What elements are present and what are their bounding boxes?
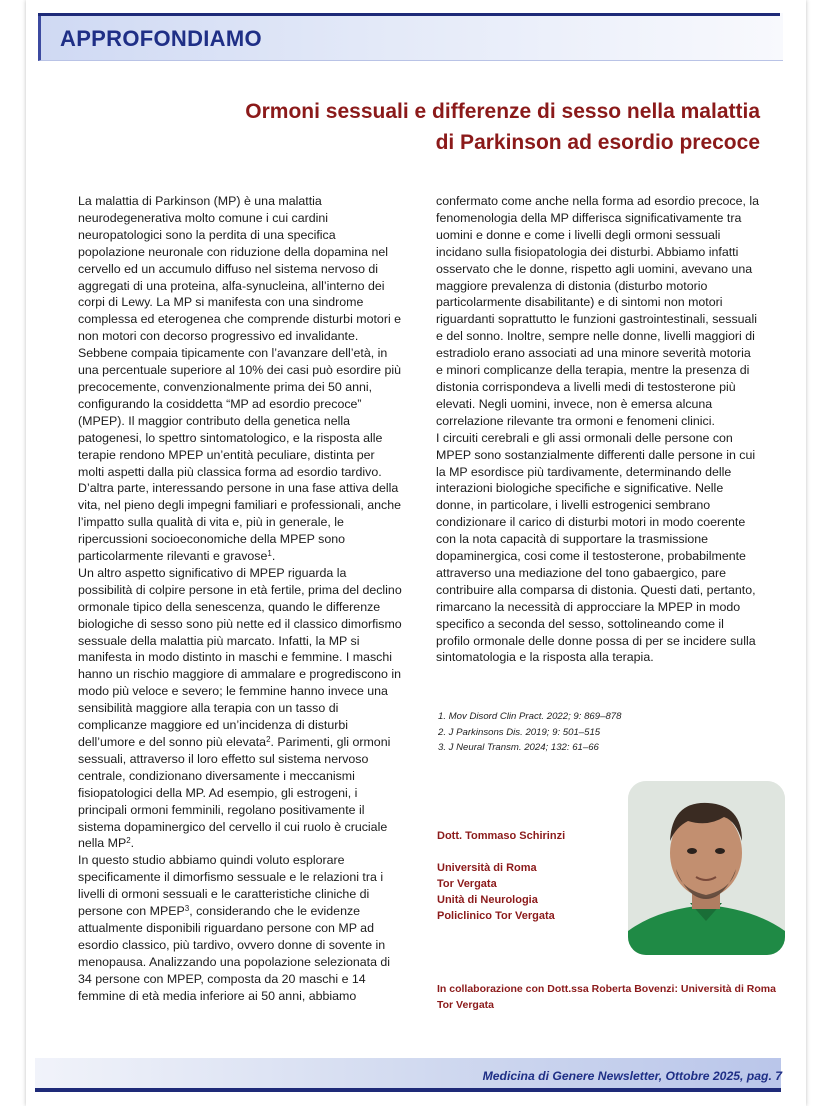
author-name: Dott. Tommaso Schirinzi — [437, 830, 566, 842]
article-title — [200, 96, 760, 158]
paragraph-text: In questo studio abbiamo quindi voluto esplorare specificamente il dimorfismo sessuale e le relazioni tra i livelli di ormoni sessuali e le caratteristiche cliniche di persone con MPEP — [78, 853, 384, 919]
paragraph-text: . Parimenti, gli ormoni sessuali, attraverso il loro effetto sul sistema nervoso centrale, condizionano diversamente i meccanismi fisiopatologici della MP. Ad esempio, gli estrogeni, i principali ormoni femminili, regolano positivamente il sistema dopaminergico del cervello il cui ruolo è cruciale nella MP — [78, 735, 391, 851]
citation-ref: 2 — [126, 836, 131, 846]
paragraph-text: Un altro aspetto significativo di MPEP riguarda la possibilità di colpire persone in età fertile, prima del declino ormonale tipico della senescenza, quando le differenze biologiche di sesso sono più nette ed il classico dimorfismo sessuale della malattia più marcato. Infatti, la MP si manifesta in modo distinto in maschi e femmine. I maschi hanno un rischio maggiore di ammalare e progrediscono in modo più veloce e severo; le femmine hanno invece una sensibilità maggiore alla terapia con un tasso di complicanze maggiore ed un’incidenza di disturbi dell’umore e del sonno più elevata — [78, 565, 402, 749]
right-column — [436, 193, 761, 666]
references-list — [438, 709, 621, 756]
author-block — [437, 828, 565, 924]
citation-ref: 1 — [267, 549, 272, 559]
reference-item: 3. J Neural Transm. 2024; 132: 61–66 — [438, 742, 599, 753]
author-affiliation: Policlinico Tor Vergata — [437, 910, 555, 922]
collaboration-note: In collaborazione con Dott.ssa Roberta Bovenzi: Università di Roma Tor Vergata — [437, 983, 776, 1011]
header-strip — [38, 13, 780, 16]
author-affiliation: Unità di Neurologia — [437, 894, 538, 906]
paragraph: I circuiti cerebrali e gli assi ormonali delle persone con MPEP sono sostanzialmente differenti dalle persone in cui la MP esordisce più tardivamente, determinando delle interazioni biologiche specifiche e significative. Nelle donne, in particolare, i livelli estrogenici sembrano condizionare il carico di disturbi motori in modo coerente con la nota capacità di supportare la trasmissione dopaminergica, cosi come il testosterone, probabilmente attraverso una mediazione del tono gabaergico, pare contribuire alla comparsa di distonia. Questi dati, pertanto, rimarcano la necessità di approcciare la MPEP in modo specifico a seconda del sesso, sottolineando come il profilo ormonale delle donne possa di per se incidere sulla sintomatologia e la risposta alla terapia. — [436, 430, 756, 665]
reference-item: 1. Mov Disord Clin Pract. 2022; 9: 869–878 — [438, 711, 622, 722]
paragraph — [78, 565, 404, 852]
paragraph-text: , considerando che le evidenze attualmente disponibili riguardano persone con MP ad esordio classico, più tardivo, ovvero donne di sovente in menopausa. Analizzando una popolazione selezionata di 34 persone con MPEP, composta da 20 maschi e 14 femmine di età media inferiore ai 50 anni, abbiamo — [78, 904, 391, 1003]
author-affiliation: Tor Vergata — [437, 878, 497, 890]
author-portrait-image — [628, 781, 785, 955]
paragraph-text: . — [271, 549, 276, 564]
article-title-line-1: Ormoni sessuali e differenze di sesso nella malattia — [245, 100, 760, 123]
author-photo — [628, 781, 785, 955]
paragraph — [78, 193, 404, 565]
left-column — [78, 193, 404, 1005]
paragraph-text: La malattia di Parkinson (MP) è una malattia neurodegenerativa molto comune i cui cardini neuropatologici sono la perdita di una specifica popolazione neuronale con riduzione della dopamina nel cervello ed un accumulo diffuso nel sistema nervoso di aggregati di una proteina, alfa-synucleina, all’interno dei corpi di Lewy. La MP si manifesta con una sindrome complessa ed eterogenea che comprende disturbi motori e non motori con decorso progressivo ed invalidante. Sebbene compaia tipicamente con l’avanzare dell’età, in una percentuale superiore al 10% dei casi può esordire più precocemente, convenzionalmente prima dei 50 anni, configurando la cosiddetta “MP ad esordio precoce” (MPEP). Il maggior contributo della genetica nella patogenesi, lo spettro sintomatologico, e la risposta alle terapie rendono MPEP un’entità peculiare, distinta per molti aspetti dalla più classica forma ad esordio tardivo. D’altra parte, interessando persone in una fase attiva della vita, nel pieno degli impegni familiari e professionali, anche l’impatto sulla qualità di vita e, più in generale, le ripercussioni socioeconomiche della MPEP sono particolarmente rilevanti e gravose — [78, 194, 402, 564]
paragraph — [78, 852, 404, 1004]
article-title-line-2: di Parkinson ad esordio precoce — [435, 131, 760, 154]
citation-ref: 2 — [266, 735, 271, 744]
section-title: APPROFONDIAMO — [60, 26, 262, 51]
paragraph: confermato come anche nella forma ad esordio precoce, la fenomenologia della MP differisca significativamente tra uomini e donne e come i livelli degli ormoni sessuali incidano sulla fisiopatologia dei disturbi. Abbiamo infatti osservato che le donne, rispetto agli uomini, avevano una maggiore prevalenza di distonia (disturbo motorio particolarmente disabilitante) e di sintomi non motori riguardanti soprattutto le funzioni gastrointestinali, sessuali e del sonno. Inoltre, sempre nelle donne, livelli maggiori di estradiolo erano associati ad una minore severità motoria e minori complicanze della terapia, mentre la presenza di distonia corrispondeva a livelli medi di testosterone più elevati. Negli uomini, invece, non è emersa alcuna correlazione rilevante tra ormoni e fenomeni clinici. — [436, 194, 760, 428]
citation-ref: 3 — [184, 904, 190, 914]
paragraph-text: . — [130, 836, 135, 851]
reference-item: 2. J Parkinsons Dis. 2019; 9: 501–515 — [438, 726, 601, 738]
author-affiliation: Università di Roma — [437, 862, 537, 874]
footer-text: Medicina di Genere Newsletter, Ottobre 2025, pag. 7 — [482, 1069, 782, 1083]
